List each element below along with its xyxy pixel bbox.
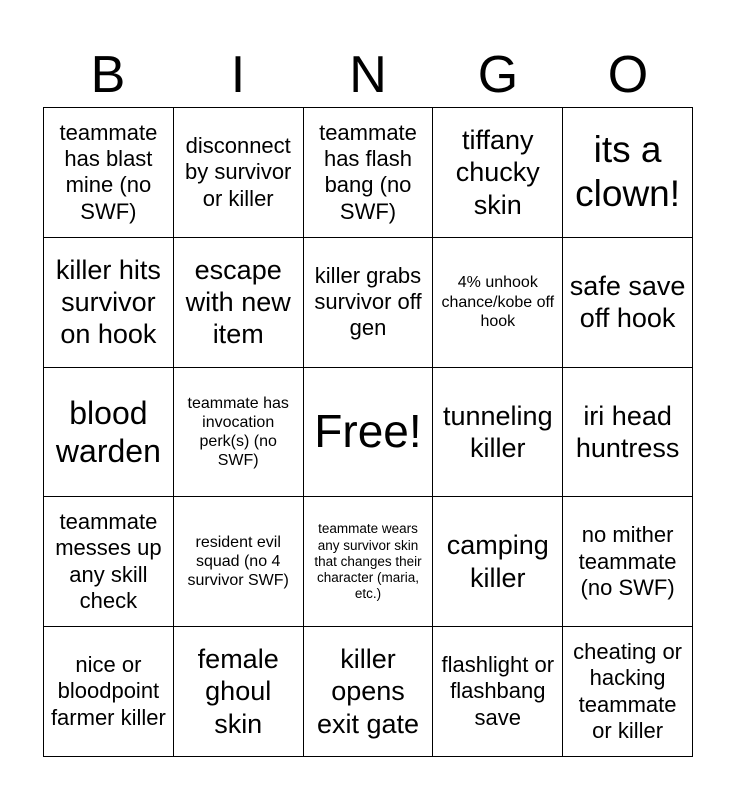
bingo-header — [43, 44, 693, 106]
bingo-cell[interactable]: 4% unhook chance/kobe off hook — [433, 238, 563, 368]
header-letter-b: B — [90, 46, 126, 104]
bingo-cell[interactable]: teammate has blast mine (no SWF) — [44, 108, 174, 238]
bingo-cell[interactable]: teammate wears any survivor skin that changes their character (maria, etc.) — [304, 497, 434, 627]
bingo-cell[interactable]: tiffany chucky skin — [433, 108, 563, 238]
header-letter-n: N — [349, 46, 387, 104]
bingo-cell[interactable]: cheating or hacking teammate or killer — [563, 627, 693, 757]
bingo-cell[interactable]: teammate has invocation perk(s) (no SWF) — [174, 368, 304, 498]
bingo-cell[interactable]: nice or bloodpoint farmer killer — [44, 627, 174, 757]
bingo-cell[interactable]: tunneling killer — [433, 368, 563, 498]
bingo-cell[interactable]: killer hits survivor on hook — [44, 238, 174, 368]
bingo-cell[interactable]: iri head huntress — [563, 368, 693, 498]
bingo-cell[interactable]: resident evil squad (no 4 survivor SWF) — [174, 497, 304, 627]
bingo-cell[interactable]: killer grabs survivor off gen — [304, 238, 434, 368]
bingo-cell[interactable]: no mither teammate (no SWF) — [563, 497, 693, 627]
bingo-cell[interactable]: safe save off hook — [563, 238, 693, 368]
bingo-cell[interactable]: flashlight or flashbang save — [433, 627, 563, 757]
header-letter-o: O — [607, 46, 649, 104]
bingo-cell[interactable]: blood warden — [44, 368, 174, 498]
free-space-cell[interactable]: Free! — [304, 368, 434, 498]
bingo-cell[interactable]: killer opens exit gate — [304, 627, 434, 757]
bingo-cell[interactable]: teammate messes up any skill check — [44, 497, 174, 627]
bingo-cell[interactable]: teammate has flash bang (no SWF) — [304, 108, 434, 238]
bingo-cell[interactable]: camping killer — [433, 497, 563, 627]
bingo-cell[interactable]: its a clown! — [563, 108, 693, 238]
header-letter-i: I — [230, 46, 246, 104]
header-letter-g: G — [477, 46, 519, 104]
bingo-cell[interactable]: disconnect by survivor or killer — [174, 108, 304, 238]
bingo-cell[interactable]: female ghoul skin — [174, 627, 304, 757]
bingo-cell[interactable]: escape with new item — [174, 238, 304, 368]
bingo-grid — [43, 107, 693, 757]
